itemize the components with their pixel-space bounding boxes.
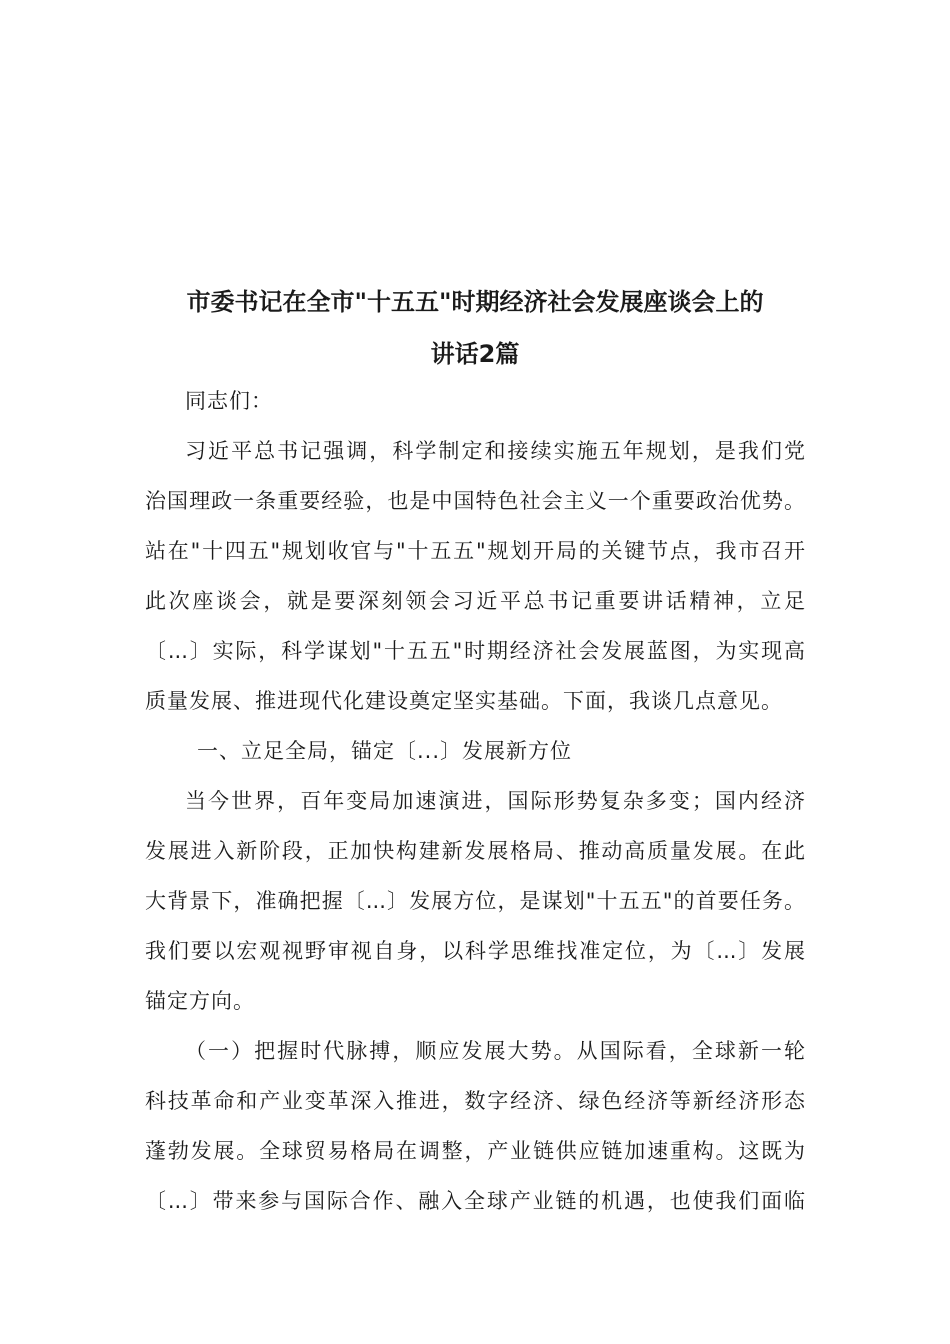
paragraph-line: 大背景下，准确把握〔...〕发展方位，是谋划"十五五"的首要任务。: [145, 889, 805, 913]
section-heading: 一、立足全局，锚定〔...〕发展新方位: [197, 739, 573, 763]
paragraph-line: 习近平总书记强调，科学制定和接续实施五年规划，是我们党: [185, 439, 805, 463]
paragraph-line: 〔...〕实际，科学谋划"十五五"时期经济社会发展蓝图，为实现高: [145, 639, 805, 663]
paragraph-line: 锚定方向。: [145, 989, 255, 1013]
paragraph-line: 治国理政一条重要经验，也是中国特色社会主义一个重要政治优势。: [145, 489, 805, 513]
paragraph-line: 我们要以宏观视野审视自身，以科学思维找准定位，为〔...〕发展: [145, 939, 805, 963]
document-title-line-2: 讲话2篇: [430, 340, 520, 368]
paragraph-line: 科技革命和产业变革深入推进，数字经济、绿色经济等新经济形态: [145, 1089, 805, 1113]
subsection-line: （一）把握时代脉搏，顺应发展大势。从国际看，全球新一轮: [185, 1039, 805, 1063]
paragraph-line: 站在"十四五"规划收官与"十五五"规划开局的关键节点，我市召开: [145, 539, 805, 563]
paragraph-line: 〔...〕带来参与国际合作、融入全球产业链的机遇，也使我们面临: [145, 1189, 805, 1213]
salutation: 同志们：: [185, 389, 273, 413]
document-title-line-1: 市委书记在全市"十五五"时期经济社会发展座谈会上的: [186, 288, 764, 316]
paragraph-line: 此次座谈会，就是要深刻领会习近平总书记重要讲话精神，立足: [145, 589, 805, 613]
paragraph-line: 当今世界，百年变局加速演进，国际形势复杂多变；国内经济: [185, 789, 805, 813]
paragraph-line: 蓬勃发展。全球贸易格局在调整，产业链供应链加速重构。这既为: [145, 1139, 805, 1163]
paragraph-line: 发展进入新阶段，正加快构建新发展格局、推动高质量发展。在此: [145, 839, 805, 863]
paragraph-line: 质量发展、推进现代化建设奠定坚实基础。下面，我谈几点意见。: [145, 689, 783, 713]
